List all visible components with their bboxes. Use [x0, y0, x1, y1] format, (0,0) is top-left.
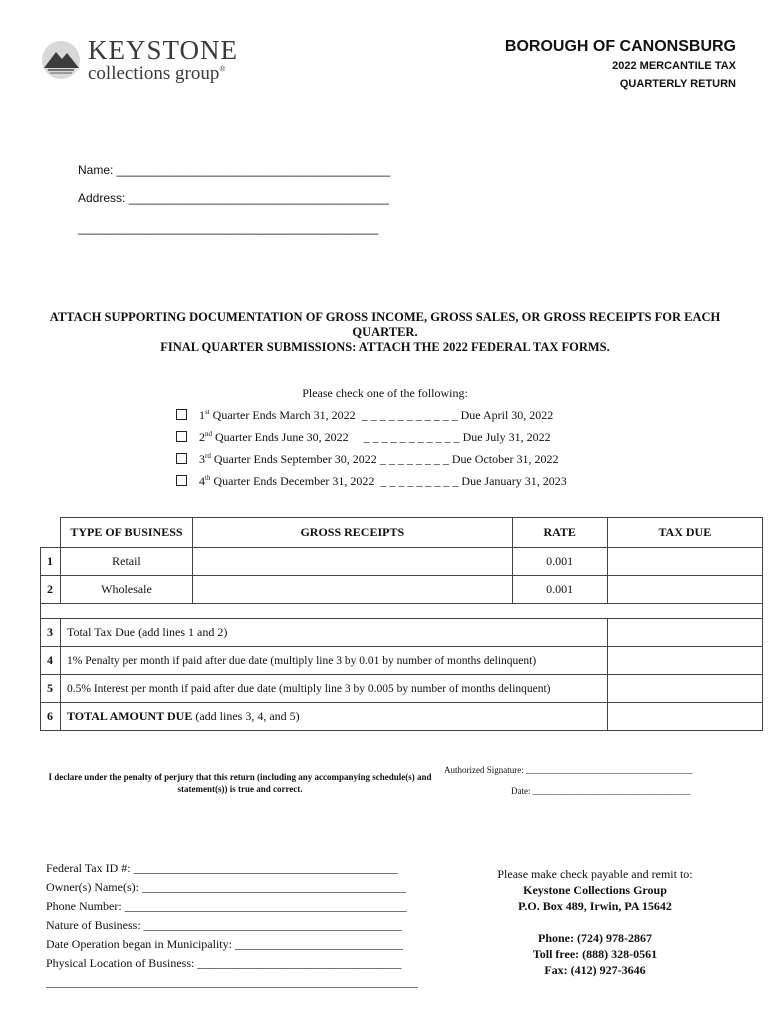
- rate-cell: 0.001: [512, 576, 607, 604]
- attach-notice-line1: ATTACH SUPPORTING DOCUMENTATION OF GROSS INCOME, GROSS SALES, OR GROSS RECEIPTS FOR EACH QUARTER.: [49, 310, 721, 339]
- line-description: 1% Penalty per month if paid after due date (multiply line 3 by 0.01 by number of months delinquent): [60, 647, 607, 675]
- rate-cell: 0.001: [512, 548, 607, 576]
- perjury-declaration: I declare under the penalty of perjury that this return (including any accompanying schedule(s) and statement(s)) is true and correct.: [48, 772, 432, 794]
- address-field[interactable]: Address: _______________________________________: [78, 191, 389, 205]
- tax-due-input[interactable]: [607, 548, 762, 576]
- business-type-cell: Retail: [60, 548, 192, 576]
- amount-input[interactable]: [607, 619, 762, 647]
- date-operation-began-field[interactable]: Date Operation began in Municipality: ____________________________: [46, 937, 403, 951]
- row-number: 5: [41, 675, 61, 703]
- gross-receipts-input[interactable]: [192, 548, 512, 576]
- remit-tollfree: Toll free: (888) 328-0561: [532, 947, 658, 961]
- physical-location-field[interactable]: Physical Location of Business: __________________________________: [46, 956, 402, 970]
- line-description: Total Tax Due (add lines 1 and 2): [60, 619, 607, 647]
- gross-receipts-input[interactable]: [192, 576, 512, 604]
- quarter-check-heading: Please check one of the following:: [302, 386, 468, 400]
- table-row: [41, 647, 763, 675]
- spacer-row: [41, 604, 763, 619]
- attach-notice-line2: FINAL QUARTER SUBMISSIONS: ATTACH THE 2022 FEDERAL TAX FORMS.: [160, 340, 610, 354]
- row-number: 1: [41, 548, 61, 576]
- header-type-of-business: TYPE OF BUSINESS: [60, 518, 192, 548]
- quarter-option-1[interactable]: 1st Quarter Ends March 31, 2022 _ _ _ _ _ _ _ _ _ _ _ Due April 30, 2022: [176, 408, 553, 424]
- date-field[interactable]: Date: ___________________________________: [511, 786, 691, 796]
- remit-address: P.O. Box 489, Irwin, PA 15642: [518, 899, 672, 913]
- table-row: [41, 619, 763, 647]
- table-row: [41, 703, 763, 731]
- header-gross-receipts: GROSS RECEIPTS: [192, 518, 512, 548]
- row-number: 3: [41, 619, 61, 647]
- logo-subtitle: collections group®: [88, 63, 226, 84]
- federal-tax-id-field[interactable]: Federal Tax ID #: ____________________________________________: [46, 861, 398, 875]
- amount-input[interactable]: [607, 647, 762, 675]
- amount-input[interactable]: [607, 675, 762, 703]
- keystone-logo-mountain-icon: [40, 40, 82, 80]
- table-header-row: [41, 518, 763, 548]
- attach-notice: [40, 310, 730, 355]
- business-type-cell: Wholesale: [60, 576, 192, 604]
- header-rate: RATE: [512, 518, 607, 548]
- checkbox[interactable]: [176, 475, 187, 486]
- table-row: [41, 576, 763, 604]
- nature-of-business-field[interactable]: Nature of Business: ___________________________________________: [46, 918, 402, 932]
- page-title: BOROUGH OF CANONSBURG: [504, 38, 736, 55]
- line-description: 0.5% Interest per month if paid after due date (multiply line 3 by 0.005 by number of months delinquent): [60, 675, 607, 703]
- phone-number-field[interactable]: Phone Number: _______________________________________________: [46, 899, 407, 913]
- checkbox[interactable]: [176, 431, 187, 442]
- checkbox[interactable]: [176, 453, 187, 464]
- amount-input[interactable]: [607, 703, 762, 731]
- name-field[interactable]: Name: _________________________________________: [78, 163, 391, 177]
- authorized-signature-field[interactable]: Authorized Signature: _____________________________________: [444, 765, 693, 775]
- physical-location-line2-field[interactable]: ______________________________________________________________: [46, 975, 418, 989]
- remit-fax: Fax: (412) 927-3646: [544, 963, 646, 977]
- quarter-option-2[interactable]: 2nd Quarter Ends June 30, 2022 _ _ _ _ _ _ _ _ _ _ _ Due July 31, 2022: [176, 430, 551, 446]
- page-subtitle-tax: 2022 MERCANTILE TAX: [612, 60, 736, 72]
- header-tax-due: TAX DUE: [607, 518, 762, 548]
- tax-table: [40, 517, 763, 731]
- quarter-option-3[interactable]: 3rd Quarter Ends September 30, 2022 _ _ _ _ _ _ _ _ Due October 31, 2022: [176, 452, 558, 468]
- owner-names-field[interactable]: Owner(s) Name(s): ____________________________________________: [46, 880, 406, 894]
- table-row: [41, 675, 763, 703]
- table-row: [41, 548, 763, 576]
- row-number: 4: [41, 647, 61, 675]
- checkbox[interactable]: [176, 409, 187, 420]
- row-number: 2: [41, 576, 61, 604]
- remit-company: Keystone Collections Group: [523, 883, 667, 897]
- row-number: 6: [41, 703, 61, 731]
- remit-phone: Phone: (724) 978-2867: [538, 931, 652, 945]
- page-subtitle-return: QUARTERLY RETURN: [619, 78, 736, 90]
- quarter-option-4[interactable]: 4th Quarter Ends December 31, 2022 _ _ _ _ _ _ _ _ _ Due January 31, 2023: [176, 474, 567, 490]
- tax-due-input[interactable]: [607, 576, 762, 604]
- remit-intro: Please make check payable and remit to:: [497, 867, 693, 881]
- line-description: TOTAL AMOUNT DUE (add lines 3, 4, and 5): [60, 703, 607, 731]
- logo-wordmark: KEYSTONE: [88, 35, 239, 65]
- address-line2-field[interactable]: _____________________________________________: [78, 221, 379, 235]
- remit-block: [470, 866, 720, 978]
